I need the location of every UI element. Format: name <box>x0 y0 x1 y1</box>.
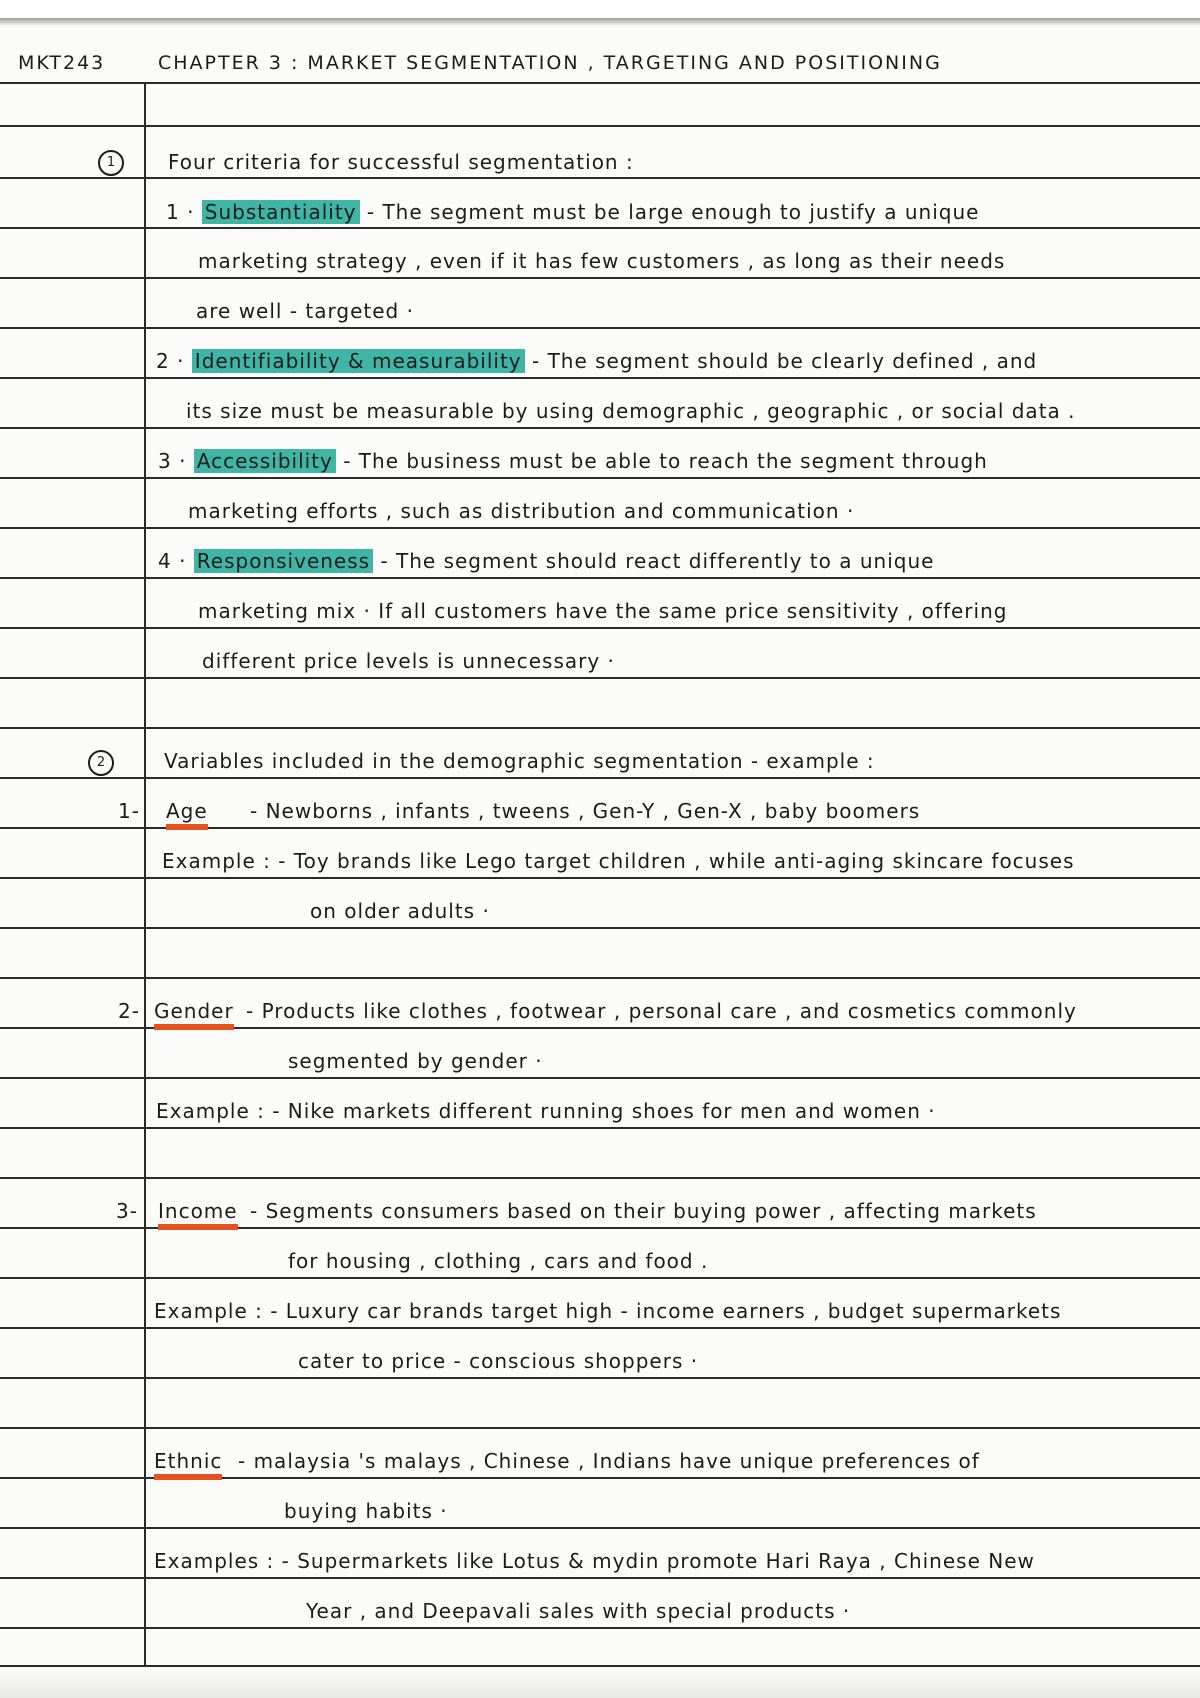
variable-4-example-cont: Year , and Deepavali sales with special products · <box>306 1599 851 1623</box>
margin-line <box>144 82 146 1667</box>
criterion-1-line-1: 1 · Substantiality - The segment must be large enough to justify a unique <box>166 200 980 224</box>
variable-2-number: 2- <box>118 999 140 1023</box>
ruled-line <box>0 877 1200 879</box>
criterion-3-line-2: marketing efforts , such as distribution and communication · <box>188 499 855 523</box>
criterion-1-term: Substantiality <box>202 200 360 224</box>
course-code: MKT243 <box>18 52 106 74</box>
ruled-line <box>0 727 1200 729</box>
variable-4-desc-cont: buying habits · <box>284 1499 448 1523</box>
variable-3-desc-cont: for housing , clothing , cars and food . <box>288 1249 709 1273</box>
criterion-3-line-1: 3 · Accessibility - The business must be able to reach the segment through <box>158 449 988 473</box>
ruled-line <box>0 1577 1200 1579</box>
paper-edge <box>0 18 1200 26</box>
variable-3-desc: - Segments consumers based on their buying power , affecting markets <box>250 1199 1037 1223</box>
ruled-line <box>0 477 1200 479</box>
variable-1-term: Age <box>166 798 208 830</box>
ruled-line <box>0 327 1200 329</box>
variable-2-desc: - Products like clothes , footwear , personal care , and cosmetics commonly <box>246 999 1077 1023</box>
variable-4-desc: - malaysia 's malays , Chinese , Indians have unique preferences of <box>238 1449 980 1473</box>
ruled-line <box>0 82 1200 84</box>
variable-4-example: Examples : - Supermarkets like Lotus & mydin promote Hari Raya , Chinese New <box>154 1549 1035 1573</box>
paper-bottom-edge <box>0 1668 1200 1698</box>
variable-2-example: Example : - Nike markets different running shoes for men and women · <box>156 1099 936 1123</box>
variable-1-desc: - Newborns , infants , tweens , Gen-Y , Gen-X , baby boomers <box>250 799 921 823</box>
section-number-2: 2 <box>88 750 114 776</box>
ruled-line <box>0 577 1200 579</box>
ruled-line <box>0 377 1200 379</box>
variable-1-number: 1- <box>118 799 140 823</box>
criterion-4-line-3: different price levels is unnecessary · <box>202 649 615 673</box>
ruled-line <box>0 777 1200 779</box>
criterion-4-line-1: 4 · Responsiveness - The segment should react differently to a unique <box>158 549 935 573</box>
section-2-heading: Variables included in the demographic segmentation - example : <box>164 749 875 773</box>
variable-1-example-cont: on older adults · <box>310 899 490 923</box>
ruled-line <box>0 677 1200 679</box>
ruled-line <box>0 227 1200 229</box>
ruled-line <box>0 1327 1200 1329</box>
criterion-1-line-3: are well - targeted · <box>196 299 414 323</box>
ruled-line <box>0 977 1200 979</box>
variable-4-term: Ethnic <box>154 1448 222 1480</box>
variable-2-desc-cont: segmented by gender · <box>288 1049 543 1073</box>
ruled-line <box>0 177 1200 179</box>
ruled-line <box>0 125 1200 127</box>
variable-3-term: Income <box>158 1198 238 1230</box>
ruled-line <box>0 627 1200 629</box>
ruled-line <box>0 427 1200 429</box>
page-title: CHAPTER 3 : MARKET SEGMENTATION , TARGETING AND POSITIONING <box>158 52 942 74</box>
criterion-1-line-2: marketing strategy , even if it has few customers , as long as their needs <box>198 249 1006 273</box>
variable-1-example: Example : - Toy brands like Lego target children , while anti-aging skincare focuses <box>162 849 1075 873</box>
criterion-3-term: Accessibility <box>194 449 336 473</box>
variable-3-number: 3- <box>116 1199 138 1223</box>
criterion-2-line-2: its size must be measurable by using demographic , geographic , or social data . <box>186 399 1076 423</box>
ruled-line <box>0 1177 1200 1179</box>
variable-3-example: Example : - Luxury car brands target high - income earners , budget supermarkets <box>154 1299 1062 1323</box>
variable-2-term: Gender <box>154 998 234 1030</box>
variable-3-example-cont: cater to price - conscious shoppers · <box>298 1349 699 1373</box>
section-1-heading: Four criteria for successful segmentation : <box>168 150 634 174</box>
criterion-4-line-2: marketing mix · If all customers have the same price sensitivity , offering <box>198 599 1008 623</box>
criterion-4-term: Responsiveness <box>194 549 373 573</box>
ruled-line <box>0 277 1200 279</box>
ruled-line <box>0 1427 1200 1429</box>
ruled-line <box>0 1377 1200 1379</box>
ruled-line <box>0 1627 1200 1629</box>
ruled-line <box>0 527 1200 529</box>
ruled-line <box>0 1127 1200 1129</box>
criterion-2-line-1: 2 · Identifiability & measurability - The segment should be clearly defined , and <box>156 349 1038 373</box>
ruled-line <box>0 927 1200 929</box>
criterion-2-term: Identifiability & measurability <box>192 349 525 373</box>
ruled-line <box>0 1665 1200 1667</box>
ruled-line <box>0 1077 1200 1079</box>
ruled-line <box>0 1527 1200 1529</box>
ruled-line <box>0 1277 1200 1279</box>
section-number-1: 1 <box>98 150 124 176</box>
